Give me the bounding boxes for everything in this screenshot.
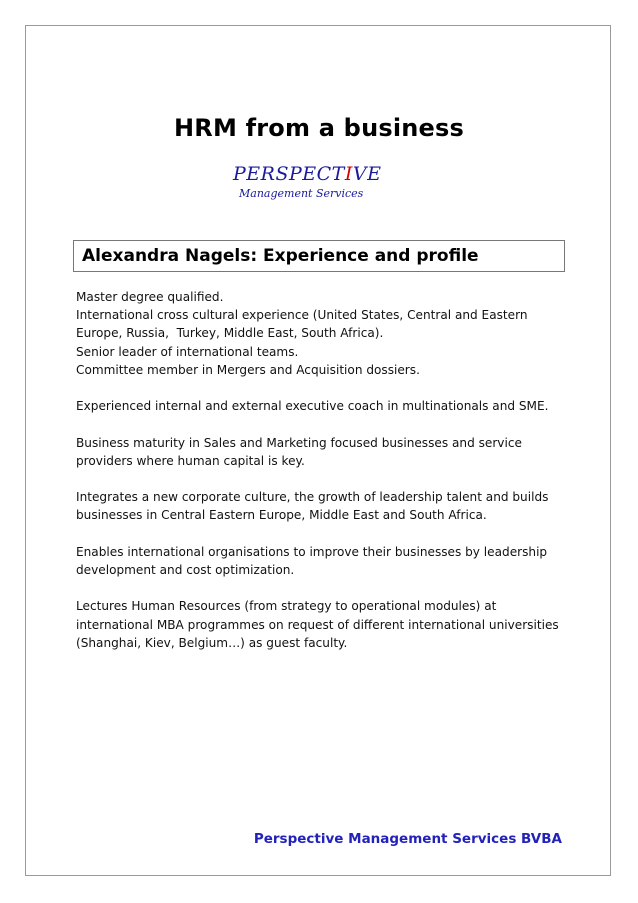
paragraph-corporate-culture [76,488,576,524]
text-line: Europe, Russia, Turkey, Middle East, South Africa). [76,326,384,341]
text-line: development and cost optimization. [76,562,295,577]
text-line: Lectures Human Resources (from strategy to operational modules) at [76,599,497,614]
text-line: Master degree qualified. [76,290,224,304]
text-line: (Shanghai, Kiev, Belgium…) as guest faculty. [76,635,348,650]
footer-company: Perspective Management Services BVBA [253,831,562,847]
logo-word-accent: I [344,163,353,185]
text-line: International cross cultural experience (United States, Central and Eastern [76,308,528,323]
paragraph-coaching [76,397,576,415]
logo-word-part1: PERSPECT [233,163,345,185]
text-line: Committee member in Mergers and Acquisition dossiers. [76,362,420,377]
document-title: HRM from a business [174,114,464,142]
profile-body [76,288,576,670]
logo-word-part2: VE [352,163,382,185]
paragraph-enables [76,543,576,579]
logo-wordmark [233,163,381,185]
logo-subtitle: Management Services [239,187,364,200]
text-line: Senior leader of international teams. [76,344,299,359]
paragraph-business-maturity [76,434,576,470]
text-line: Integrates a new corporate culture, the growth of leadership talent and builds [76,490,549,505]
text-line: businesses in Central Eastern Europe, Middle East and South Africa. [76,508,487,523]
text-line: providers where human capital is key. [76,453,305,468]
perspective-logo [233,163,381,200]
paragraph-lectures [76,597,576,652]
section-heading: Alexandra Nagels: Experience and profile [73,240,565,272]
text-line: Enables international organisations to improve their businesses by leadership [76,544,548,559]
paragraph-qualifications [76,288,576,379]
text-line: Business maturity in Sales and Marketing focused businesses and service [76,435,522,450]
text-line: international MBA programmes on request of different international universities [76,617,559,632]
text-line: Experienced internal and external executive coach in multinationals and SME. [76,399,549,414]
